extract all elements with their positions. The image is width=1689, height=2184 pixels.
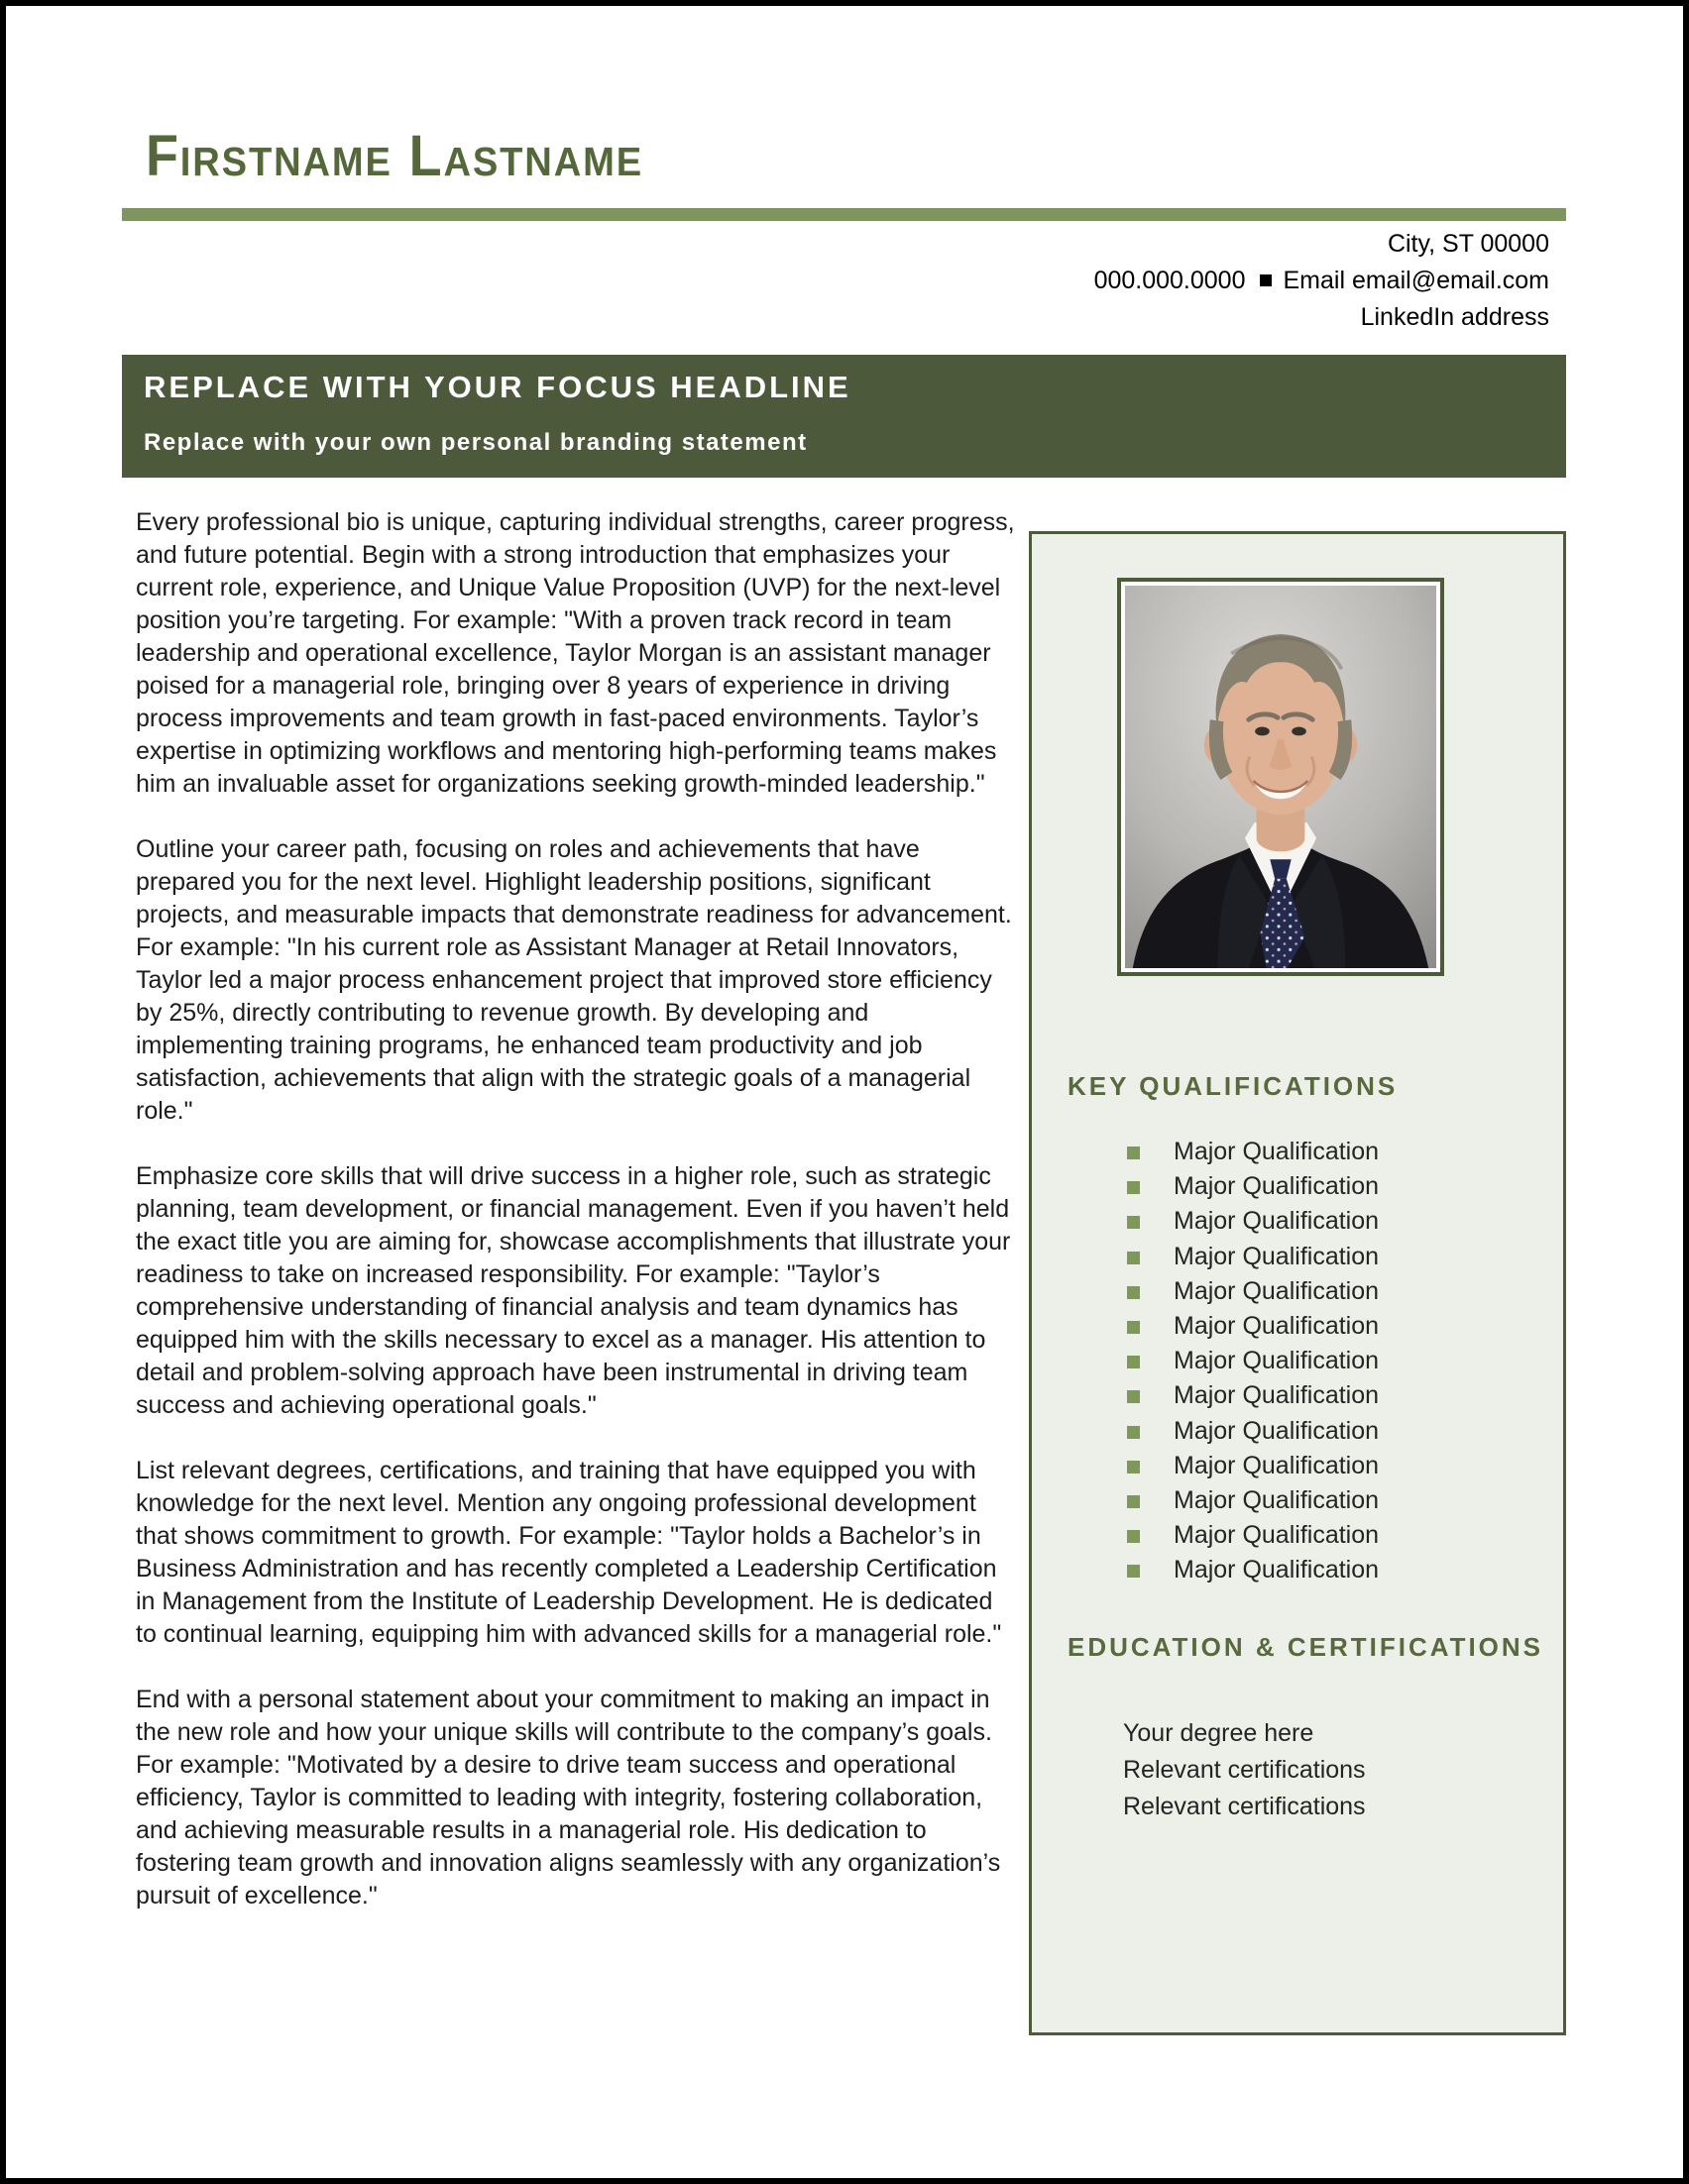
key-qualifications-list <box>1127 1135 1379 1588</box>
qualification-label: Major Qualification <box>1174 1521 1380 1550</box>
qualification-label: Major Qualification <box>1174 1276 1380 1305</box>
bio-paragraph: List relevant degrees, certifications, and training that have equipped you with knowledge for the next level. Mention any ongoing professional development that shows commitment to growth. For example: "Taylor holds a Bachelor’s in Business Administration and has recently completed a Leadership Certification in Management from the Institute of Leadership Development. He is dedicated to continual learning, equipping him with advanced skills for a managerial role." <box>136 1457 1002 1648</box>
branding-statement: Replace with your own personal branding statement <box>144 429 808 456</box>
qualification-item <box>1127 1553 1379 1587</box>
bio-paragraph: End with a personal statement about your commitment to making an impact in the new role and how your unique skills will contribute to the company’s goals. For example: "Motivated by a desire to drive team success and operational efficiency, Taylor is committed to leading with integrity, fostering collaboration, and achieving measurable results in a managerial role. His dedication to fostering team growth and innovation aligns seamlessly with any organization’s pursuit of excellence." <box>136 1686 1001 1910</box>
qualification-item <box>1127 1309 1379 1344</box>
qualification-label: Major Qualification <box>1174 1381 1380 1410</box>
bullet-square-icon <box>1127 1286 1140 1299</box>
qualification-item <box>1127 1449 1379 1483</box>
contact-location: City, ST 00000 <box>1387 230 1549 258</box>
bullet-square-icon <box>1127 1426 1140 1439</box>
sidebar <box>1029 531 1566 2035</box>
education-item: Your degree here <box>1123 1719 1314 1747</box>
qualification-label: Major Qualification <box>1174 1138 1380 1165</box>
bio-paragraph: Outline your career path, focusing on roles and achievements that have prepared you for the next level. Highlight leadership positions, significant projects, and measurable impacts that demonstrate readiness for advancement. For example: "In his current role as Assistant Manager at Retail Innovators, Taylor led a major process enhancement project that improved store efficiency by 25%, directly contributing to revenue growth. By developing and implementing training programs, he enhanced team productivity and job satisfaction, achievements that align with the strategic goals of a managerial role." <box>136 835 1012 1125</box>
square-bullet-icon <box>1260 274 1272 286</box>
header-divider <box>122 208 1566 221</box>
contact-block <box>1094 226 1549 336</box>
profile-photo <box>1117 578 1444 976</box>
qualification-label: Major Qualification <box>1174 1207 1380 1236</box>
bullet-square-icon <box>1127 1461 1140 1474</box>
qualification-label: Major Qualification <box>1174 1416 1380 1445</box>
page-title: Firstname Lastname <box>146 124 644 188</box>
qualification-item <box>1127 1344 1379 1378</box>
qualification-item <box>1127 1414 1379 1449</box>
education-certifications-heading: EDUCATION & CERTIFICATIONS <box>1068 1632 1544 1662</box>
bullet-square-icon <box>1127 1321 1140 1334</box>
qualification-item <box>1127 1204 1379 1239</box>
qualification-item <box>1127 1483 1379 1518</box>
bullet-square-icon <box>1127 1216 1140 1229</box>
key-qualifications-heading: KEY QUALIFICATIONS <box>1068 1071 1399 1101</box>
education-item: Relevant certifications <box>1123 1793 1366 1820</box>
qualification-label: Major Qualification <box>1174 1451 1380 1479</box>
contact-linkedin: LinkedIn address <box>1360 303 1549 331</box>
bio-text-column <box>136 506 1020 1945</box>
qualification-item <box>1127 1378 1379 1413</box>
qualification-item <box>1127 1274 1379 1309</box>
bio-paragraph: Emphasize core skills that will drive success in a higher role, such as strategic planning, team development, or financial management. Even if you haven’t held the exact title you are aiming for, showcase accomplishments that illustrate your readiness to take on increased responsibility. For example: "Taylor’s comprehensive understanding of financial analysis and team dynamics has equipped him with the skills necessary to excel as a manager. His attention to detail and problem-solving approach have been instrumental in driving team success and achieving operational goals." <box>136 1162 1011 1419</box>
contact-phone-email-line <box>1094 263 1549 299</box>
qualification-item <box>1127 1135 1379 1169</box>
bullet-square-icon <box>1127 1495 1140 1508</box>
qualification-label: Major Qualification <box>1174 1242 1380 1270</box>
bullet-square-icon <box>1127 1390 1140 1403</box>
bullet-square-icon <box>1127 1181 1140 1194</box>
contact-email: Email email@email.com <box>1283 267 1549 294</box>
qualification-label: Major Qualification <box>1174 1172 1380 1201</box>
education-item: Relevant certifications <box>1123 1756 1366 1784</box>
focus-headline-banner <box>122 355 1566 478</box>
bullet-square-icon <box>1127 1147 1140 1159</box>
bullet-square-icon <box>1127 1530 1140 1543</box>
contact-phone: 000.000.0000 <box>1093 267 1246 294</box>
qualification-label: Major Qualification <box>1174 1347 1380 1375</box>
qualification-item <box>1127 1518 1379 1553</box>
bio-paragraph: Every professional bio is unique, capturing individual strengths, career progress, and future potential. Begin with a strong introduction that emphasizes your current role, experience, and Unique Value Proposition (UVP) for the next-level position you’re targeting. For example: "With a proven track record in team leadership and operational excellence, Taylor Morgan is an assistant manager poised for a managerial role, bringing over 8 years of experience in driving process improvements and team growth in fast-paced environments. Taylor’s expertise in optimizing workflows and mentoring high-performing teams makes him an invaluable asset for organizations seeking growth-minded leadership." <box>136 508 1015 798</box>
portrait-illustration <box>1125 586 1436 968</box>
education-list <box>1123 1715 1366 1825</box>
focus-headline: REPLACE WITH YOUR FOCUS HEADLINE <box>144 370 851 404</box>
qualification-item <box>1127 1169 1379 1204</box>
bullet-square-icon <box>1127 1565 1140 1578</box>
bullet-square-icon <box>1127 1252 1140 1264</box>
qualification-label: Major Qualification <box>1174 1486 1380 1515</box>
qualification-item <box>1127 1240 1379 1274</box>
qualification-label: Major Qualification <box>1174 1312 1380 1341</box>
bullet-square-icon <box>1127 1356 1140 1368</box>
qualification-label: Major Qualification <box>1174 1556 1380 1584</box>
